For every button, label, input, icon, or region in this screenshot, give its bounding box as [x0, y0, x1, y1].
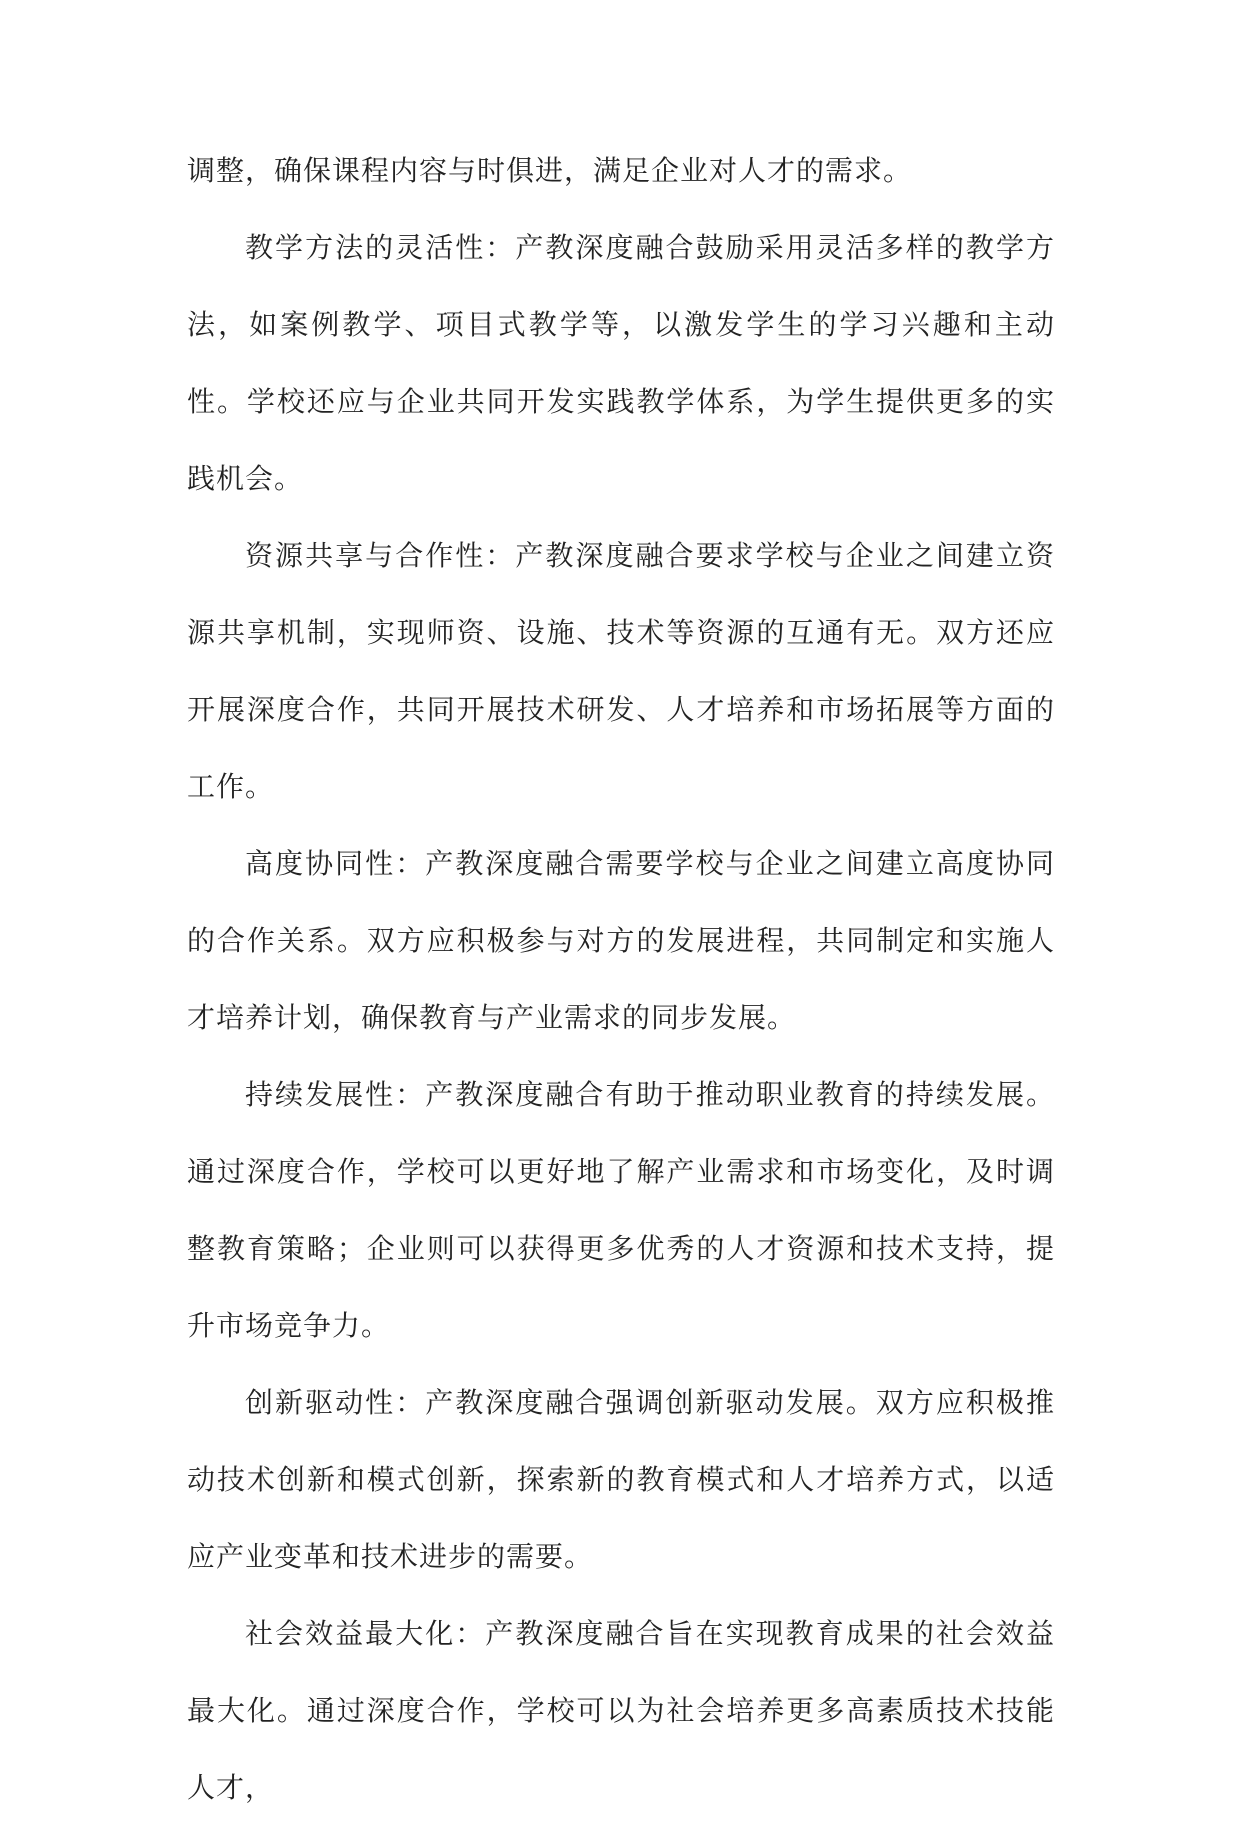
paragraph-teaching-flexibility: 教学方法的灵活性：产教深度融合鼓励采用灵活多样的教学方法，如案例教学、项目式教学等，以激发学生的学习兴趣和主动性。学校还应与企业共同开发实践教学体系，为学生提供更多的实践机会。 [187, 231, 1055, 495]
paragraph-innovation-driven: 创新驱动性：产教深度融合强调创新驱动发展。双方应积极推动技术创新和模式创新，探索新的教育模式和人才培养方式，以适应产业变革和技术进步的需要。 [187, 1386, 1055, 1573]
paragraph-sustainable-development: 持续发展性：产教深度融合有助于推动职业教育的持续发展。通过深度合作，学校可以更好地了解产业需求和市场变化，及时调整教育策略；企业则可以获得更多优秀的人才资源和技术支持，提升市场竞争力。 [187, 1078, 1055, 1342]
document-body [187, 132, 1055, 1826]
paragraph-continuation: 调整，确保课程内容与时俱进，满足企业对人才的需求。 [187, 154, 913, 187]
paragraph-resource-sharing: 资源共享与合作性：产教深度融合要求学校与企业之间建立资源共享机制，实现师资、设施、技术等资源的互通有无。双方还应开展深度合作，共同开展技术研发、人才培养和市场拓展等方面的工作。 [187, 539, 1055, 803]
paragraph-social-benefit: 社会效益最大化：产教深度融合旨在实现教育成果的社会效益最大化。通过深度合作，学校可以为社会培养更多高素质技术技能人才， [187, 1617, 1055, 1804]
paragraph-high-synergy: 高度协同性：产教深度融合需要学校与企业之间建立高度协同的合作关系。双方应积极参与对方的发展进程，共同制定和实施人才培养计划，确保教育与产业需求的同步发展。 [187, 847, 1055, 1034]
